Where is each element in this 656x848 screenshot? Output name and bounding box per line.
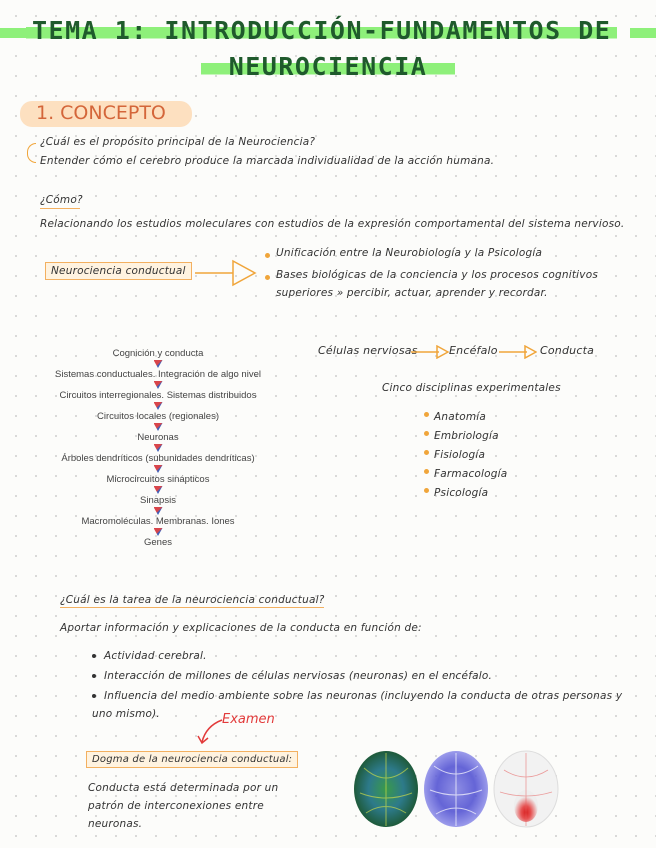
- pyramid-level: Neuronas: [137, 432, 179, 443]
- q3-bullet-text: Actividad cerebral.: [104, 650, 207, 662]
- title-side-highlight-right: [630, 28, 656, 38]
- pyramid-level: Sistemas conductuales. Integración de algo nivel: [55, 369, 261, 380]
- q3-bullet-text: Interacción de millones de células nerviosas (neuronas) en el encéfalo.: [104, 670, 493, 682]
- exam-note: Examen: [222, 712, 275, 727]
- dogma-line-3: neuronas.: [88, 818, 143, 830]
- pyramid-arrow-icon: [154, 507, 163, 515]
- pyramid-level: Macromoléculas. Membranas. Iones: [81, 516, 235, 527]
- pyramid-arrow-icon: [154, 486, 163, 494]
- flow-arrow-2: [499, 345, 537, 359]
- bullet-dot: [92, 654, 96, 658]
- conductual-bullet-2: [265, 275, 270, 280]
- q1-question: ¿Cuál es el propósito principal de la Neurociencia?: [40, 136, 316, 148]
- q3-bullet-1: [92, 650, 207, 662]
- conductual-item-3: superiores » percibir, actuar, aprender y recordar.: [276, 287, 548, 299]
- flow-arrow-1: [411, 345, 449, 359]
- pyramid-level: Microcircuitos sinápticos: [106, 474, 210, 485]
- q3-answer: Aportar información y explicaciones de la conducta en función de:: [60, 622, 422, 634]
- pyramid-level: Circuitos interregionales. Sistemas distribuidos: [59, 390, 257, 401]
- conductual-bullet-1: [265, 253, 270, 258]
- flow-cells: Células nerviosas: [318, 344, 418, 357]
- q3-bullet-2: [92, 670, 492, 682]
- discipline-item: Embriología: [434, 430, 499, 442]
- page-title-line1: [26, 16, 617, 45]
- flow-behavior: Conducta: [540, 344, 595, 357]
- pyramid-level: Genes: [144, 537, 172, 548]
- pyramid-level: Árboles dendríticos (subunidades dendríticas): [61, 453, 255, 464]
- conductual-item-2: Bases biológicas de la conciencia y los procesos cognitivos: [276, 269, 599, 281]
- discipline-bullet: [424, 450, 429, 455]
- q2-underline: [40, 208, 80, 209]
- pyramid-arrow-icon: [154, 423, 163, 431]
- q3-question: ¿Cuál es la tarea de la neurociencia conductual?: [60, 594, 325, 606]
- title-line1-text: TEMA 1: INTRODUCCIÓN-FUNDAMENTOS DE: [26, 16, 617, 45]
- pyramid-arrow-icon: [154, 528, 163, 536]
- conductual-item-1: Unificación entre la Neurobiología y la Psicología: [276, 247, 543, 259]
- discipline-bullet: [424, 412, 429, 417]
- q1-answer: Entender cómo el cerebro produce la marcada individualidad de la acción humana.: [40, 155, 495, 167]
- flow-brain: Encéfalo: [449, 344, 498, 357]
- dogma-line-2: patrón de interconexiones entre: [88, 800, 264, 812]
- title-line2-text: NEUROCIENCIA: [201, 52, 456, 81]
- exam-arrow: [196, 716, 224, 746]
- title-side-highlight: [0, 28, 26, 38]
- q3-bullet-text: Influencia del medio ambiente sobre las neuronas (incluyendo la conducta de otras personas y: [104, 690, 623, 702]
- brain-images: [350, 748, 560, 830]
- conductual-arrow: [195, 258, 259, 288]
- pyramid-level: Circuitos locales (regionales): [97, 411, 219, 422]
- discipline-bullet: [424, 469, 429, 474]
- dogma-label-box: Dogma de la neurociencia conductual:: [86, 751, 298, 768]
- discipline-item: Fisiología: [434, 449, 486, 461]
- q3-bullet-3: [92, 690, 622, 702]
- discipline-item: Farmacología: [434, 468, 508, 480]
- disciplines-list: [424, 405, 507, 500]
- pyramid-arrow-icon: [154, 402, 163, 410]
- q1-bracket: [27, 143, 36, 163]
- discipline-bullet: [424, 431, 429, 436]
- discipline-item: Anatomía: [434, 411, 486, 423]
- pyramid-arrow-icon: [154, 444, 163, 452]
- pyramid-arrow-icon: [154, 381, 163, 389]
- section-heading: 1. CONCEPTO: [20, 101, 192, 127]
- levels-pyramid: [52, 348, 264, 548]
- dogma-line-1: Conducta está determinada por un: [88, 782, 279, 794]
- q2-answer: Relacionando los estudios moleculares con estudios de la expresión comportamental del sistema nervioso.: [40, 218, 625, 230]
- disciplines-heading: Cinco disciplinas experimentales: [382, 382, 561, 394]
- q2-question: ¿Cómo?: [40, 194, 83, 206]
- q3-bullet-3-cont: uno mismo).: [92, 708, 160, 720]
- page-title-line2: [0, 52, 656, 81]
- pyramid-level: Sinapsis: [140, 495, 176, 506]
- pyramid-level: Cognición y conducta: [112, 348, 204, 359]
- pyramid-arrow-icon: [154, 465, 163, 473]
- discipline-bullet: [424, 488, 429, 493]
- conductual-label-box: Neurociencia conductual: [45, 262, 192, 280]
- bullet-dot: [92, 694, 96, 698]
- pyramid-arrow-icon: [154, 360, 163, 368]
- discipline-item: Psicología: [434, 487, 489, 499]
- bullet-dot: [92, 674, 96, 678]
